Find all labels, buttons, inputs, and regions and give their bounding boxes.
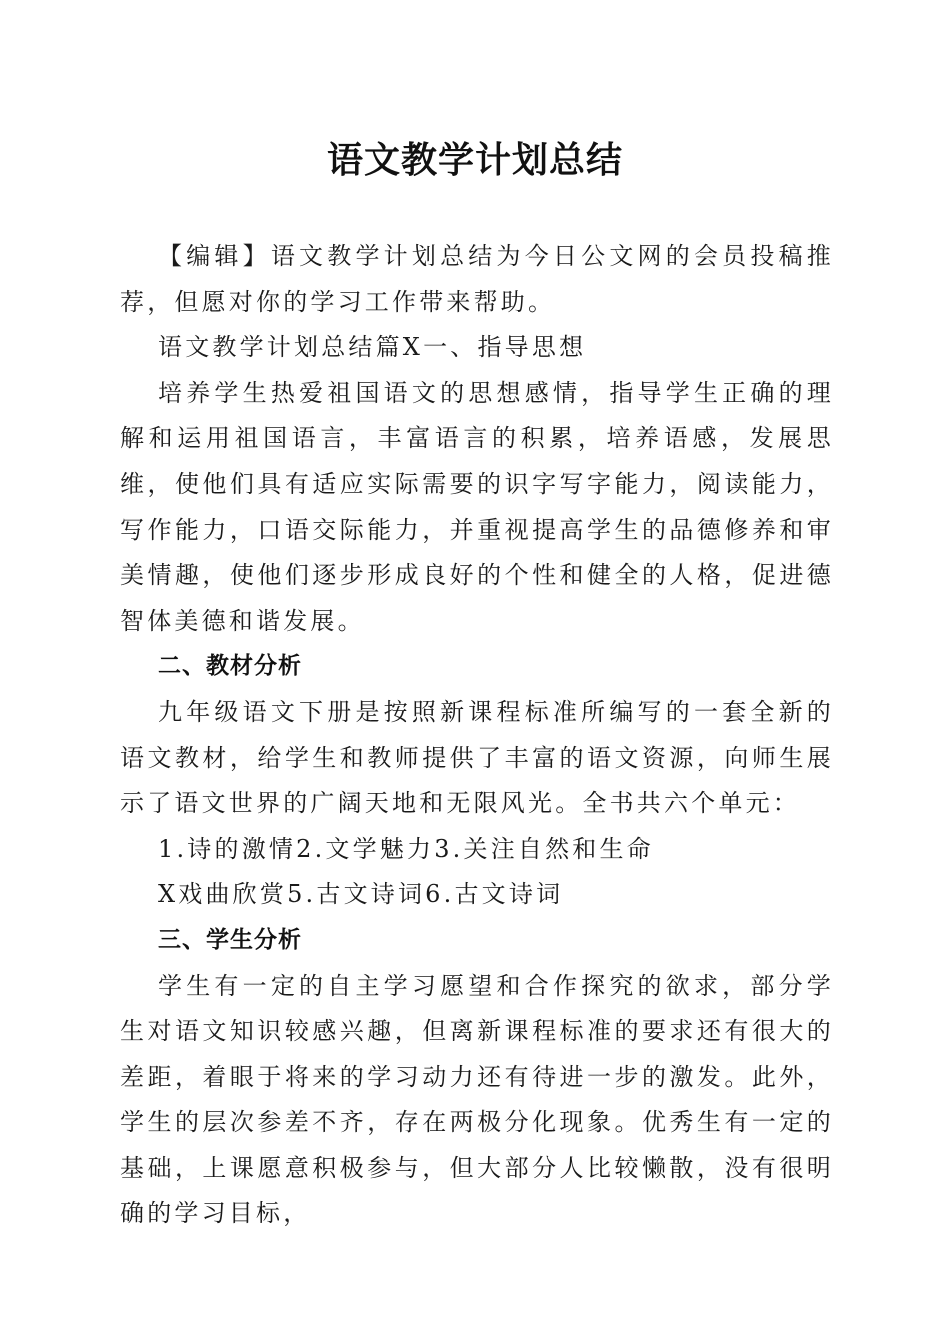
guiding-thought-paragraph: 培养学生热爱祖国语文的思想感情，指导学生正确的理解和运用祖国语言，丰富语言的积累，培养语感，发展思维，使他们具有适应实际需要的识字写字能力，阅读能力，写作能力，口语交际能力，并重视提高学生的品德修养和审美情趣，使他们逐步形成良好的个性和健全的人格，促进德智体美德和谐发展。: [120, 378, 834, 635]
units-list-line-1: 1.诗的激情2.文学魅力3.关注自然和生命: [158, 834, 654, 863]
document-title: 语文教学计划总结: [326, 139, 623, 181]
textbook-analysis-paragraph: 九年级语文下册是按照新课程标准所编写的一套全新的语文教材，给学生和教师提供了丰富的语文资源，向师生展示了语文世界的广阔天地和无限风光。全书共六个单元：: [120, 697, 834, 818]
section-two-heading: 二、教材分析: [158, 653, 302, 680]
section-three-heading: 三、学生分析: [158, 926, 302, 953]
units-list-line-2: X戏曲欣赏5.古文诗词6.古文诗词: [158, 880, 564, 909]
intro-paragraph: 【编辑】语文教学计划总结为今日公文网的会员投稿推荐，但愿对你的学习工作带来帮助。: [120, 242, 834, 316]
document-body: [120, 234, 834, 1237]
section-one-heading-line: 语文教学计划总结篇X一、指导思想: [158, 333, 587, 362]
student-analysis-paragraph: 学生有一定的自主学习愿望和合作探究的欲求，部分学生对语文知识较感兴趣，但离新课程标准的要求还有很大的差距，着眼于将来的学习动力还有待进一步的激发。此外，学生的层次参差不齐，存在两极分化现象。优秀生有一定的基础，上课愿意积极参与，但大部分人比较懒散，没有很明确的学习目标，: [120, 971, 834, 1228]
